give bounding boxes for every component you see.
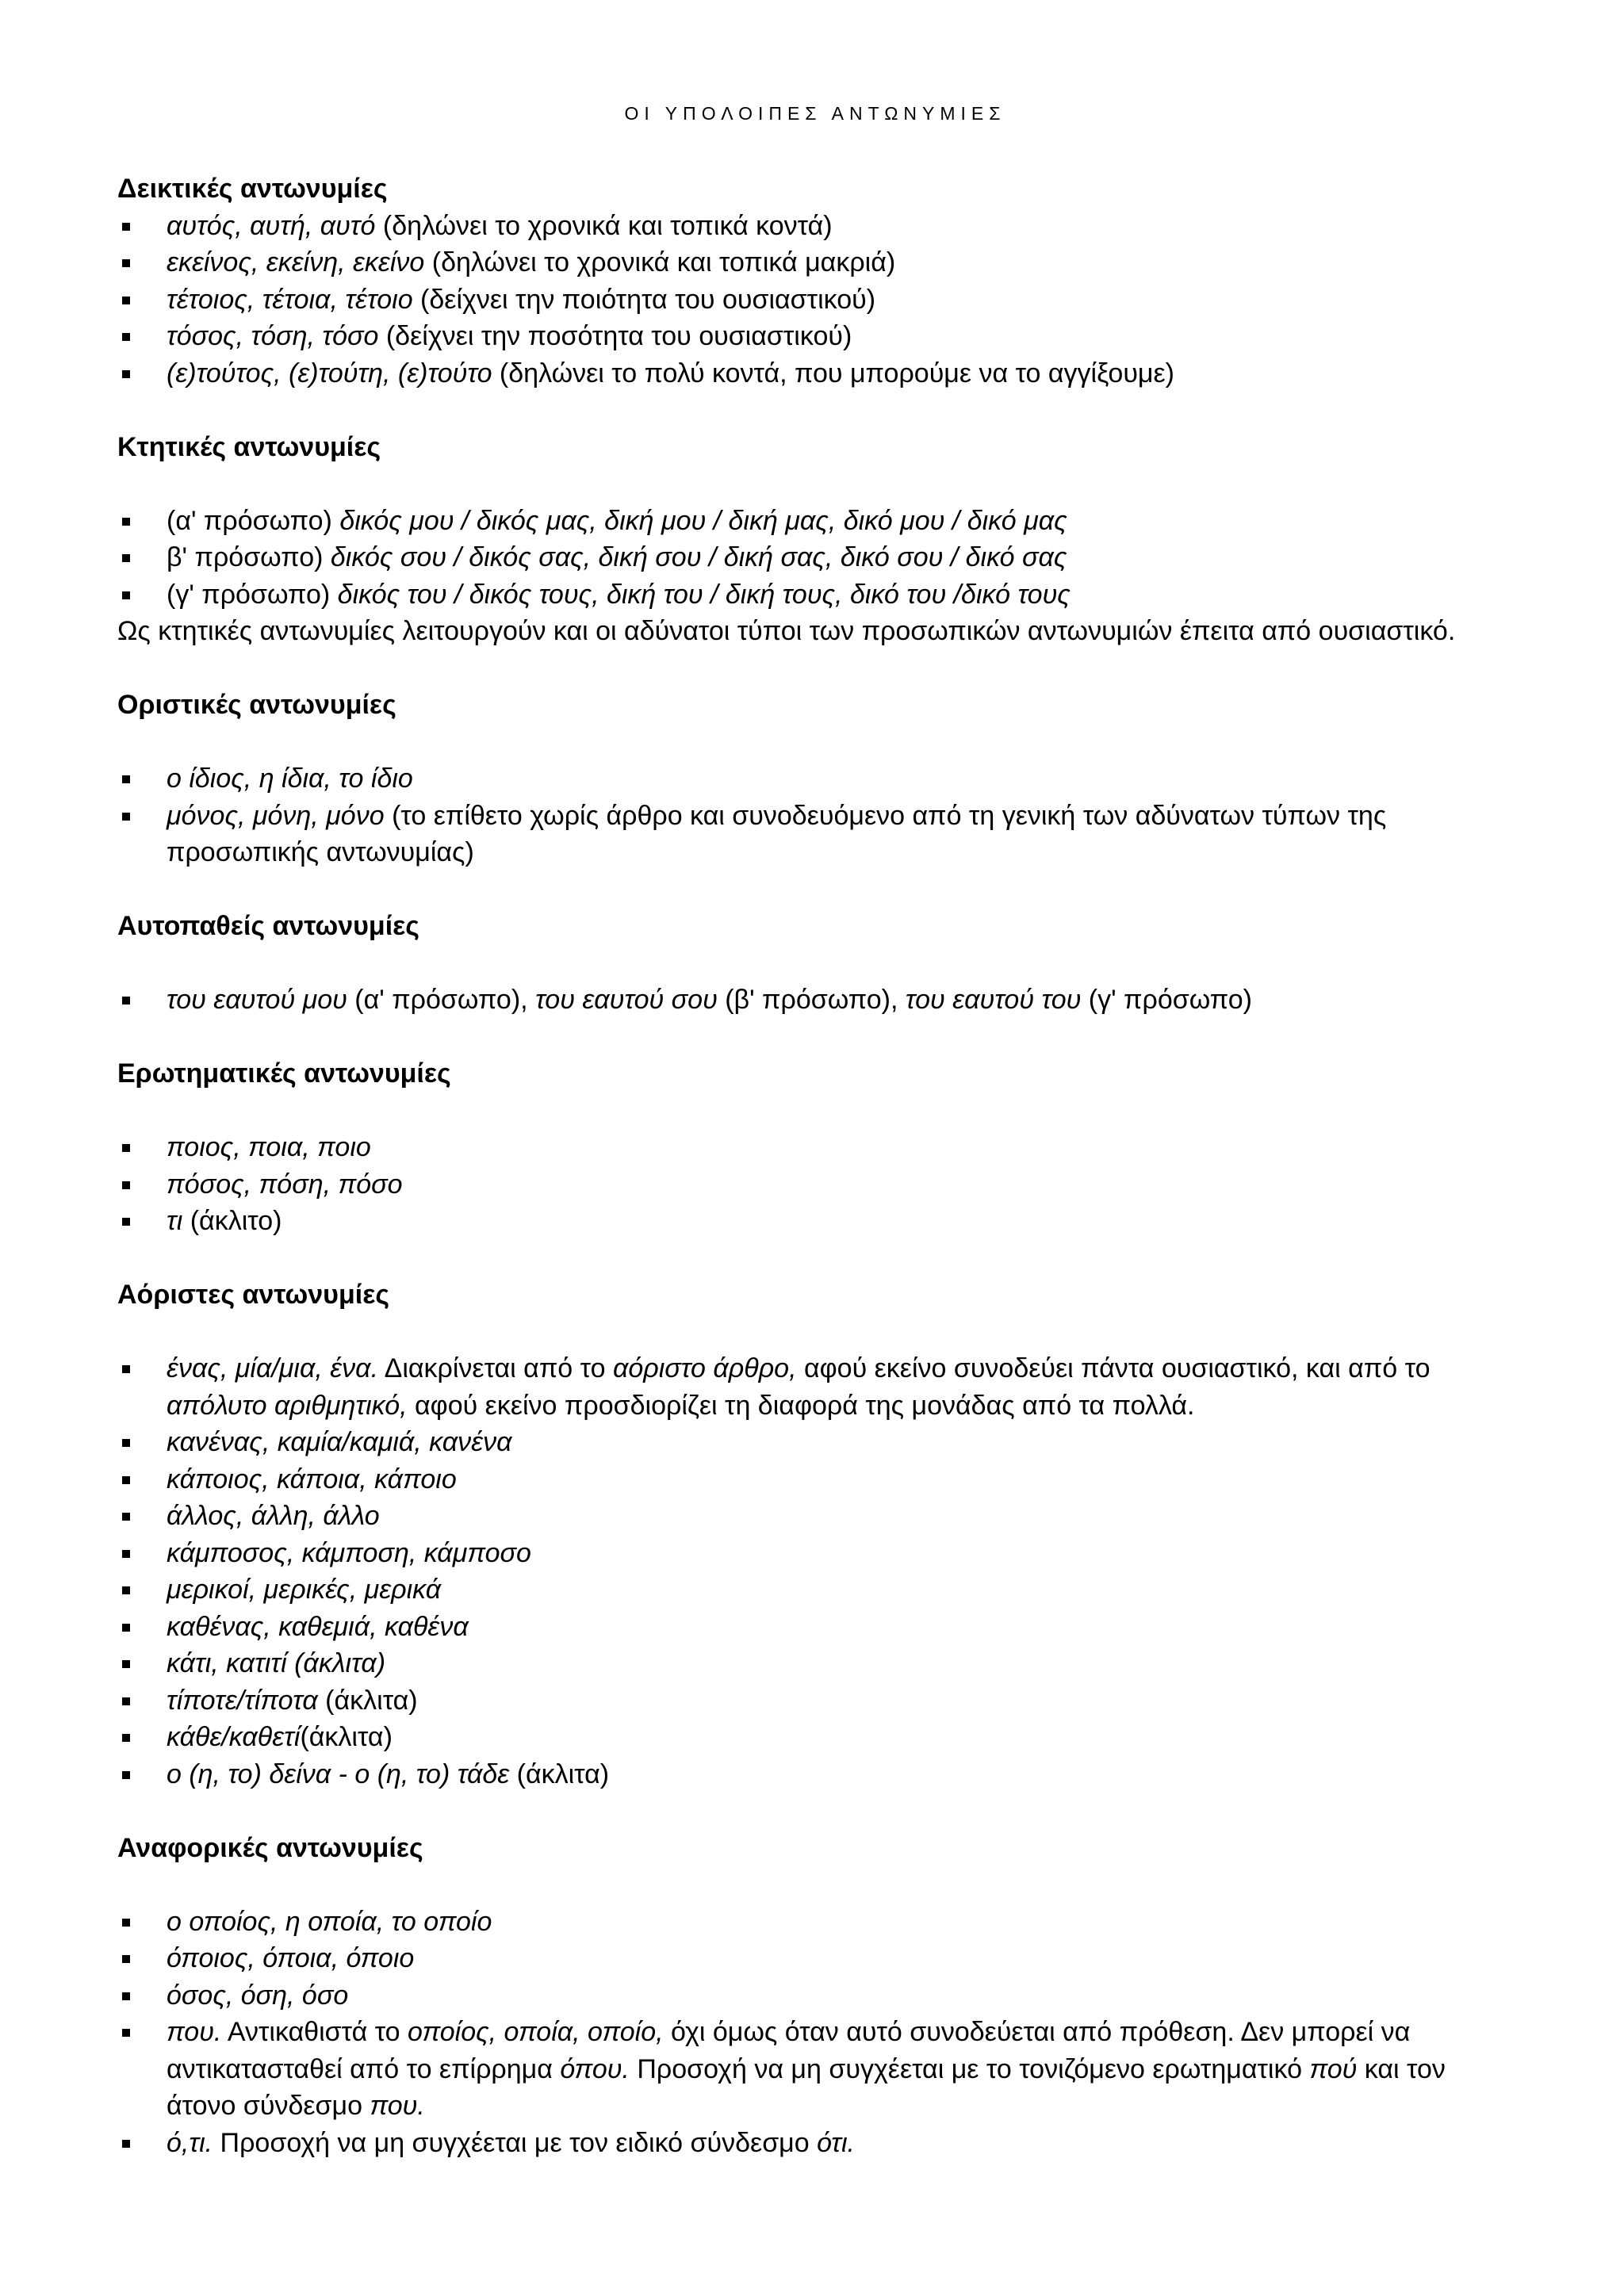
section-heading: Κτητικές αντωνυμίες bbox=[117, 431, 381, 462]
section-spacer bbox=[117, 871, 1513, 909]
list-item bbox=[117, 1424, 1513, 1461]
italic-term: κάθε/καθετί bbox=[167, 1722, 301, 1752]
italic-term: ότι. bbox=[817, 2127, 856, 2158]
list-item bbox=[117, 1498, 1513, 1535]
italic-term: κάμποσος, κάμποση, κάμποσο bbox=[167, 1537, 531, 1568]
italic-term: απόλυτο αριθμητικό, bbox=[167, 1390, 408, 1421]
italic-term: ό,τι. bbox=[167, 2127, 213, 2158]
italic-term: όποιος, όποια, όποιο bbox=[167, 1943, 415, 1973]
italic-term: δικός σου / δικός σας, δική σου / δική σας, δικό σου / δικό σας bbox=[330, 542, 1067, 572]
italic-term: μόνος, μόνη, μόνο bbox=[167, 800, 385, 831]
item-text: (α' πρόσωπο), bbox=[347, 985, 536, 1015]
heading-spacer bbox=[117, 1093, 1513, 1130]
item-text: Προσοχή να μη συγχέεται με τον ειδικό σύνδεσμο bbox=[213, 2127, 818, 2158]
italic-term: εκείνος, εκείνη, εκείνο bbox=[167, 247, 425, 277]
bullet-list bbox=[117, 1129, 1513, 1240]
heading-spacer bbox=[117, 1866, 1513, 1904]
italic-term: ένας, μία/μια, ένα. bbox=[167, 1353, 379, 1383]
italic-term: τόσος, τόση, τόσο bbox=[167, 321, 379, 351]
item-text: Διακρίνεται από το bbox=[378, 1353, 613, 1383]
item-text: (άκλιτα) bbox=[317, 1685, 418, 1716]
list-item bbox=[117, 208, 1513, 245]
bullet-list bbox=[117, 208, 1513, 392]
list-item bbox=[117, 1461, 1513, 1498]
bullet-list bbox=[117, 1350, 1513, 1793]
italic-term: ο (η, το) δείνα - ο (η, το) τάδε bbox=[167, 1758, 510, 1789]
item-text: (άκλιτα) bbox=[509, 1758, 610, 1789]
heading-spacer bbox=[117, 724, 1513, 761]
bullet-list bbox=[117, 503, 1513, 614]
item-text: (β' πρόσωπο), bbox=[717, 985, 906, 1015]
item-text: (άκλιτα) bbox=[300, 1722, 393, 1752]
list-item bbox=[117, 576, 1513, 614]
italic-term: του εαυτού του bbox=[905, 985, 1082, 1015]
italic-term: του εαυτού σου bbox=[535, 985, 718, 1015]
section-spacer bbox=[117, 392, 1513, 429]
section-heading: Οριστικές αντωνυμίες bbox=[117, 690, 396, 720]
italic-term: δικός του / δικός τους, δική του / δική τους, δικό του /δικό τους bbox=[337, 579, 1071, 610]
item-text: αφού εκείνο προσδιορίζει τη διαφορά της μονάδας από τα πολλά. bbox=[407, 1390, 1195, 1421]
item-text: (δείχνει την ποιότητα του ουσιαστικού) bbox=[412, 284, 876, 315]
list-item bbox=[117, 539, 1513, 576]
section-heading: Δεικτικές αντωνυμίες bbox=[117, 174, 388, 204]
italic-term: δικός μου / δικός μας, δική μου / δική μας, δικό μου / δικό μας bbox=[339, 505, 1067, 536]
list-item bbox=[117, 355, 1513, 392]
bullet-list bbox=[117, 1904, 1513, 2162]
italic-term: του εαυτού μου bbox=[167, 985, 347, 1015]
list-item bbox=[117, 2014, 1513, 2125]
list-item bbox=[117, 1756, 1513, 1793]
list-item bbox=[117, 1719, 1513, 1756]
list-item bbox=[117, 1682, 1513, 1720]
list-item bbox=[117, 1940, 1513, 1977]
item-text: όχι όμως όταν αυτό συνοδεύεται από πρόθεση. Δεν μπορεί να αντικατασταθεί από το επίρρημα bbox=[167, 2017, 1411, 2084]
list-item bbox=[117, 1977, 1513, 2015]
italic-term: πόσος, πόση, πόσο bbox=[167, 1169, 403, 1200]
italic-term: όπου. bbox=[560, 2053, 630, 2084]
section-note: Ως κτητικές αντωνυμίες λειτουργούν και οι αδύνατοι τύποι των προσωπικών αντωνυμιών έπειτα από ουσιαστικό. bbox=[117, 616, 1456, 646]
item-text: (δηλώνει το χρονικά και τοπικά κοντά) bbox=[375, 210, 833, 241]
list-item bbox=[117, 503, 1513, 540]
italic-term: ποιος, ποια, ποιο bbox=[167, 1132, 371, 1162]
italic-term: πού bbox=[1309, 2053, 1358, 2084]
document-content bbox=[117, 170, 1513, 2161]
item-text: (γ' πρόσωπο) bbox=[167, 579, 338, 610]
item-text: αφού εκείνο συνοδεύει πάντα ουσιαστικό, και από το bbox=[796, 1353, 1431, 1383]
italic-term: οποίος, οποία, οποίο, bbox=[408, 2017, 664, 2047]
heading-spacer bbox=[117, 465, 1513, 503]
section-heading: Αναφορικές αντωνυμίες bbox=[117, 1832, 423, 1863]
item-text: (δηλώνει το πολύ κοντά, που μπορούμε να το αγγίξουμε) bbox=[492, 358, 1174, 388]
heading-spacer bbox=[117, 1314, 1513, 1351]
section-heading: Ερωτηματικές αντωνυμίες bbox=[117, 1058, 451, 1089]
italic-term: ο ίδιος, η ίδια, το ίδιο bbox=[167, 763, 413, 794]
list-item bbox=[117, 1129, 1513, 1166]
bullet-list bbox=[117, 760, 1513, 871]
list-item bbox=[117, 1350, 1513, 1424]
italic-term: κάτι, κατιτί (άκλιτα) bbox=[167, 1648, 386, 1678]
item-text: (το επίθετο χωρίς άρθρο και συνοδευόμενο από τη γενική των αδύνατων τύπων της προσωπικής αντωνυμίας) bbox=[167, 800, 1387, 867]
section-spacer bbox=[117, 650, 1513, 687]
list-item bbox=[117, 982, 1513, 1019]
italic-term: που. bbox=[370, 2091, 425, 2121]
list-item bbox=[117, 1535, 1513, 1572]
list-item bbox=[117, 1571, 1513, 1609]
item-text: και τον άτονο σύνδεσμο bbox=[167, 2053, 1446, 2121]
list-item bbox=[117, 318, 1513, 355]
section-spacer bbox=[117, 1019, 1513, 1056]
section-spacer bbox=[117, 1240, 1513, 1277]
italic-term: άλλος, άλλη, άλλο bbox=[167, 1501, 380, 1531]
list-item bbox=[117, 1609, 1513, 1646]
italic-term: κανένας, καμία/καμιά, κανένα bbox=[167, 1427, 512, 1457]
item-text: (δείχνει την ποσότητα του ουσιαστικού) bbox=[378, 321, 852, 351]
list-item bbox=[117, 798, 1513, 871]
italic-term: που. bbox=[167, 2017, 222, 2047]
list-item bbox=[117, 760, 1513, 798]
italic-term: αόριστο άρθρο, bbox=[612, 1353, 797, 1383]
list-item bbox=[117, 1203, 1513, 1240]
section-heading: Αυτοπαθείς αντωνυμίες bbox=[117, 911, 419, 941]
list-item bbox=[117, 1166, 1513, 1203]
item-text: Αντικαθιστά το bbox=[221, 2017, 408, 2047]
italic-term: (ε)τούτος, (ε)τούτη, (ε)τούτο bbox=[167, 358, 492, 388]
item-text: Προσοχή να μη συγχέεται με το τονιζόμενο ερωτηματικό bbox=[629, 2053, 1310, 2084]
list-item bbox=[117, 281, 1513, 319]
italic-term: τίποτε/τίποτα bbox=[167, 1685, 318, 1716]
item-text: (α' πρόσωπο) bbox=[167, 505, 340, 536]
bullet-list bbox=[117, 982, 1513, 1019]
heading-spacer bbox=[117, 945, 1513, 982]
item-text: (γ' πρόσωπο) bbox=[1081, 985, 1252, 1015]
section-heading: Αόριστες αντωνυμίες bbox=[117, 1280, 390, 1310]
italic-term: τι bbox=[167, 1206, 183, 1236]
italic-term: ο οποίος, η οποία, το οποίο bbox=[167, 1906, 492, 1937]
list-item bbox=[117, 244, 1513, 281]
italic-term: κάποιος, κάποια, κάποιο bbox=[167, 1464, 457, 1494]
italic-term: αυτός, αυτή, αυτό bbox=[167, 210, 376, 241]
list-item bbox=[117, 1904, 1513, 1941]
italic-term: μερικοί, μερικές, μερικά bbox=[167, 1575, 442, 1605]
item-text: (άκλιτο) bbox=[182, 1206, 282, 1236]
list-item bbox=[117, 1645, 1513, 1682]
item-text: (δηλώνει το χρονικά και τοπικά μακριά) bbox=[424, 247, 896, 277]
italic-term: καθένας, καθεμιά, καθένα bbox=[167, 1611, 469, 1642]
section-spacer bbox=[117, 1793, 1513, 1830]
document-title: ΟΙ ΥΠΟΛΟΙΠΕΣ ΑΝΤΩΝΥΜΙΕΣ bbox=[624, 103, 1006, 124]
list-item bbox=[117, 2125, 1513, 2162]
italic-term: τέτοιος, τέτοια, τέτοιο bbox=[167, 284, 413, 315]
item-text: β' πρόσωπο) bbox=[167, 542, 331, 572]
italic-term: όσος, όση, όσο bbox=[167, 1980, 349, 2011]
